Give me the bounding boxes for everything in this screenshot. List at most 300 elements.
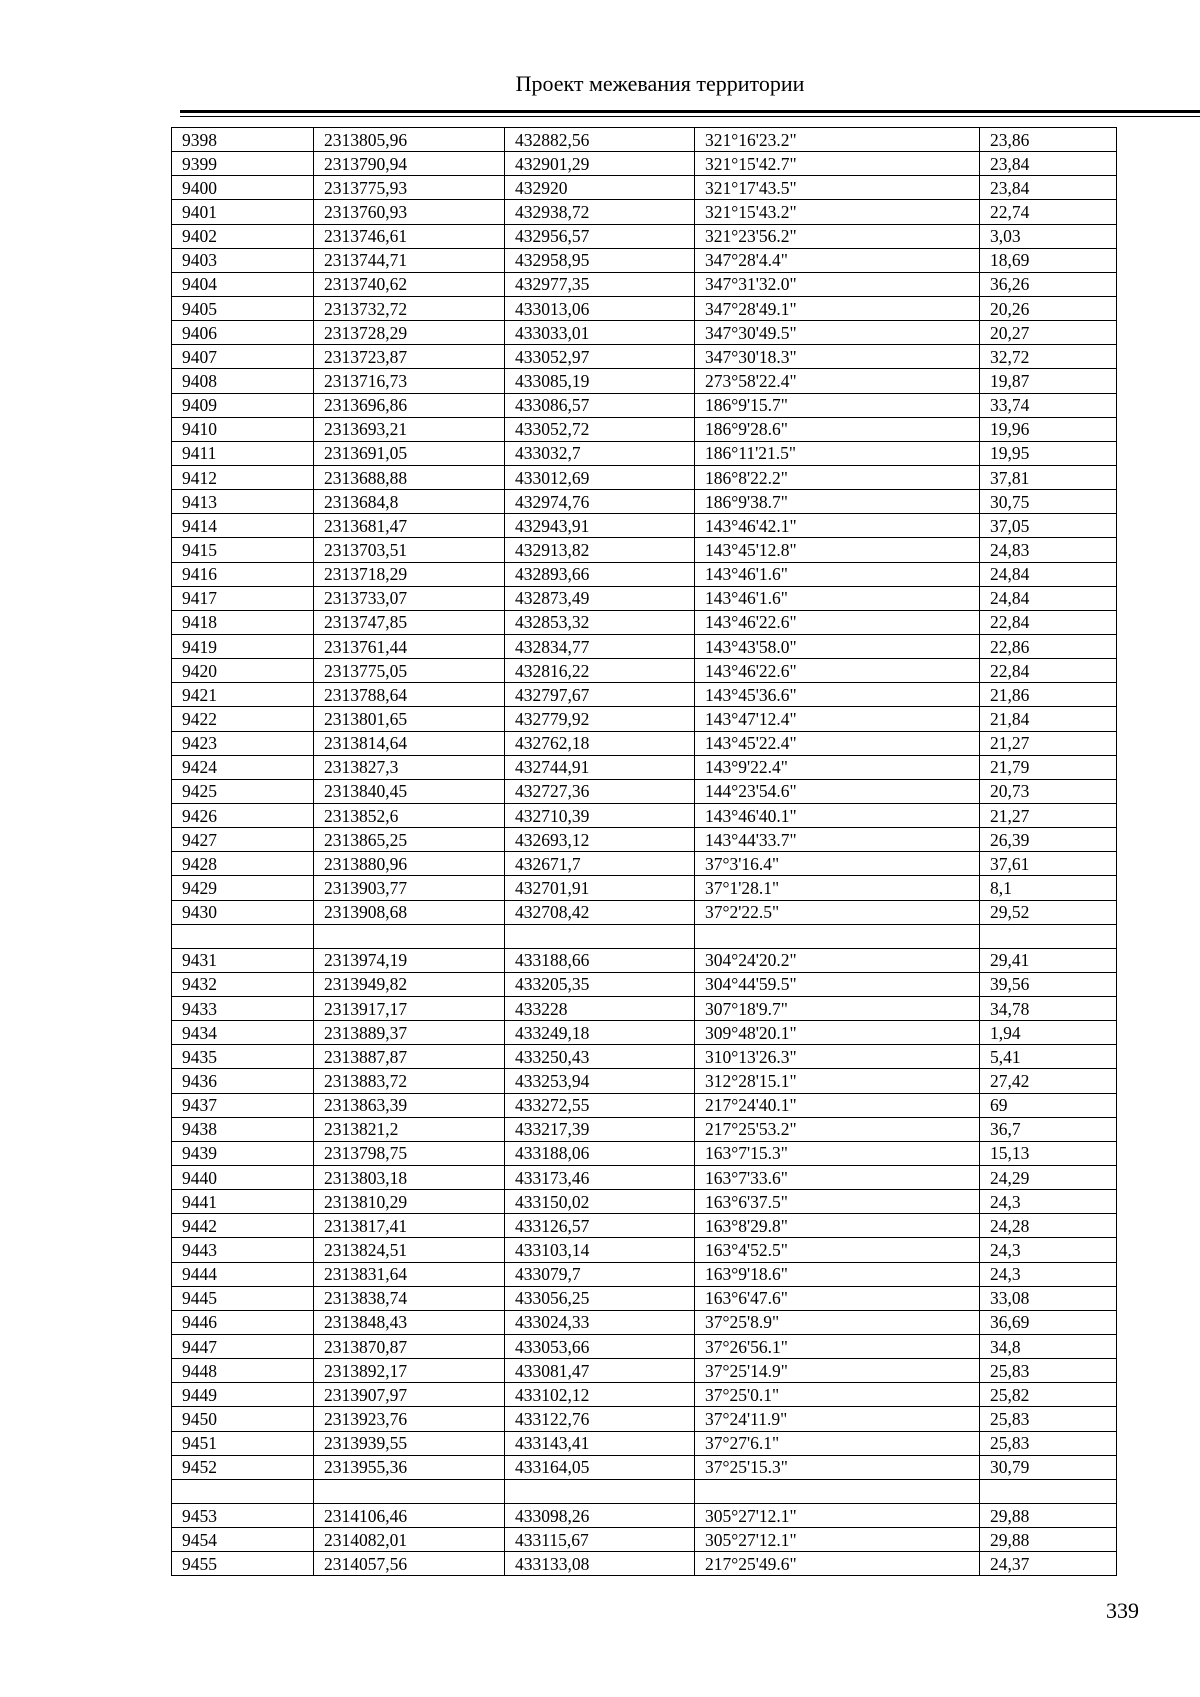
length-cell: 1,94 — [980, 1021, 1117, 1045]
direction-angle-cell: 144°23'54.6" — [695, 779, 980, 803]
length-cell: 5,41 — [980, 1045, 1117, 1069]
x-coordinate-cell: 2313840,45 — [314, 779, 505, 803]
point-number-cell: 9412 — [172, 465, 314, 489]
direction-angle-cell: 143°43'58.0" — [695, 634, 980, 658]
y-coordinate-cell: 432920 — [505, 176, 695, 200]
point-number-cell: 9398 — [172, 128, 314, 152]
direction-angle-cell: 304°24'20.2" — [695, 948, 980, 972]
x-coordinate-cell: 2313691,05 — [314, 441, 505, 465]
y-coordinate-cell: 433126,57 — [505, 1214, 695, 1238]
y-coordinate-cell: 432816,22 — [505, 659, 695, 683]
length-cell: 33,08 — [980, 1286, 1117, 1310]
table-row — [172, 1093, 1117, 1117]
point-number-cell: 9451 — [172, 1431, 314, 1455]
direction-angle-cell: 312°28'15.1" — [695, 1069, 980, 1093]
point-number-cell: 9421 — [172, 683, 314, 707]
length-cell: 22,86 — [980, 634, 1117, 658]
length-cell: 21,86 — [980, 683, 1117, 707]
direction-angle-cell: 321°15'42.7" — [695, 152, 980, 176]
length-cell: 24,29 — [980, 1166, 1117, 1190]
x-coordinate-cell: 2314057,56 — [314, 1552, 505, 1576]
y-coordinate-cell: 432727,36 — [505, 779, 695, 803]
length-cell: 20,26 — [980, 296, 1117, 320]
length-cell: 25,83 — [980, 1431, 1117, 1455]
direction-angle-cell: 304°44'59.5" — [695, 972, 980, 996]
table-row — [172, 345, 1117, 369]
point-number-cell: 9432 — [172, 972, 314, 996]
x-coordinate-cell: 2313821,2 — [314, 1117, 505, 1141]
direction-angle-cell: 347°31'32.0" — [695, 272, 980, 296]
table-row — [172, 900, 1117, 924]
table-row — [172, 1214, 1117, 1238]
point-number-cell: 9429 — [172, 876, 314, 900]
y-coordinate-cell: 432943,91 — [505, 514, 695, 538]
point-number-cell: 9455 — [172, 1552, 314, 1576]
point-number-cell: 9401 — [172, 200, 314, 224]
point-number-cell: 9415 — [172, 538, 314, 562]
direction-angle-cell: 37°24'11.9" — [695, 1407, 980, 1431]
length-cell: 24,3 — [980, 1190, 1117, 1214]
y-coordinate-cell: 433143,41 — [505, 1431, 695, 1455]
point-number-cell: 9433 — [172, 997, 314, 1021]
length-cell: 69 — [980, 1093, 1117, 1117]
table-row — [172, 634, 1117, 658]
length-cell: 36,69 — [980, 1310, 1117, 1334]
direction-angle-cell: 37°25'15.3" — [695, 1455, 980, 1479]
direction-angle-cell: 37°25'8.9" — [695, 1310, 980, 1334]
length-cell: 34,78 — [980, 997, 1117, 1021]
direction-angle-cell: 163°4'52.5" — [695, 1238, 980, 1262]
length-cell: 21,79 — [980, 755, 1117, 779]
x-coordinate-cell: 2313803,18 — [314, 1166, 505, 1190]
x-coordinate-cell: 2313889,37 — [314, 1021, 505, 1045]
point-number-cell: 9440 — [172, 1166, 314, 1190]
length-cell: 22,84 — [980, 659, 1117, 683]
table-row — [172, 1069, 1117, 1093]
point-number-cell: 9454 — [172, 1528, 314, 1552]
table-row — [172, 1528, 1117, 1552]
length-cell: 37,81 — [980, 465, 1117, 489]
y-coordinate-cell: 432797,67 — [505, 683, 695, 707]
direction-angle-cell: 143°45'12.8" — [695, 538, 980, 562]
y-coordinate-cell: 433098,26 — [505, 1504, 695, 1528]
point-number-cell — [172, 1479, 314, 1503]
table-row — [172, 1359, 1117, 1383]
table-row — [172, 1455, 1117, 1479]
table-row — [172, 128, 1117, 152]
y-coordinate-cell: 433188,66 — [505, 948, 695, 972]
y-coordinate-cell: 432744,91 — [505, 755, 695, 779]
point-number-cell: 9417 — [172, 586, 314, 610]
direction-angle-cell: 347°30'49.5" — [695, 321, 980, 345]
point-number-cell: 9452 — [172, 1455, 314, 1479]
point-number-cell: 9418 — [172, 610, 314, 634]
direction-angle-cell: 163°8'29.8" — [695, 1214, 980, 1238]
table-row — [172, 1504, 1117, 1528]
length-cell: 25,83 — [980, 1359, 1117, 1383]
length-cell: 29,88 — [980, 1504, 1117, 1528]
y-coordinate-cell: 433052,72 — [505, 417, 695, 441]
direction-angle-cell: 37°3'16.4" — [695, 852, 980, 876]
y-coordinate-cell: 433253,94 — [505, 1069, 695, 1093]
table-row — [172, 852, 1117, 876]
y-coordinate-cell: 433013,06 — [505, 296, 695, 320]
direction-angle-cell: 321°15'43.2" — [695, 200, 980, 224]
direction-angle-cell: 143°46'22.6" — [695, 610, 980, 634]
x-coordinate-cell: 2313907,97 — [314, 1383, 505, 1407]
point-number-cell: 9399 — [172, 152, 314, 176]
x-coordinate-cell: 2314082,01 — [314, 1528, 505, 1552]
x-coordinate-cell: 2313863,39 — [314, 1093, 505, 1117]
length-cell: 24,28 — [980, 1214, 1117, 1238]
length-cell: 18,69 — [980, 248, 1117, 272]
table-row — [172, 224, 1117, 248]
point-number-cell: 9435 — [172, 1045, 314, 1069]
point-number-cell: 9413 — [172, 490, 314, 514]
length-cell: 37,61 — [980, 852, 1117, 876]
y-coordinate-cell: 432974,76 — [505, 490, 695, 514]
table-row — [172, 1479, 1117, 1503]
length-cell: 21,27 — [980, 803, 1117, 827]
x-coordinate-cell: 2313949,82 — [314, 972, 505, 996]
direction-angle-cell: 163°9'18.6" — [695, 1262, 980, 1286]
x-coordinate-cell: 2313974,19 — [314, 948, 505, 972]
coordinates-table-body — [172, 128, 1117, 1576]
length-cell: 21,84 — [980, 707, 1117, 731]
length-cell: 24,3 — [980, 1262, 1117, 1286]
table-row — [172, 176, 1117, 200]
direction-angle-cell: 163°7'15.3" — [695, 1141, 980, 1165]
direction-angle-cell: 309°48'20.1" — [695, 1021, 980, 1045]
direction-angle-cell: 163°6'37.5" — [695, 1190, 980, 1214]
table-row — [172, 828, 1117, 852]
direction-angle-cell: 143°47'12.4" — [695, 707, 980, 731]
x-coordinate-cell — [314, 924, 505, 948]
direction-angle-cell: 163°7'33.6" — [695, 1166, 980, 1190]
y-coordinate-cell: 432977,35 — [505, 272, 695, 296]
point-number-cell: 9439 — [172, 1141, 314, 1165]
x-coordinate-cell: 2313870,87 — [314, 1335, 505, 1359]
table-row — [172, 490, 1117, 514]
x-coordinate-cell: 2313718,29 — [314, 562, 505, 586]
length-cell: 29,41 — [980, 948, 1117, 972]
y-coordinate-cell: 433024,33 — [505, 1310, 695, 1334]
x-coordinate-cell: 2313892,17 — [314, 1359, 505, 1383]
length-cell: 23,86 — [980, 128, 1117, 152]
length-cell: 19,95 — [980, 441, 1117, 465]
direction-angle-cell: 186°9'28.6" — [695, 417, 980, 441]
y-coordinate-cell: 433032,7 — [505, 441, 695, 465]
y-coordinate-cell: 432882,56 — [505, 128, 695, 152]
point-number-cell: 9407 — [172, 345, 314, 369]
table-row — [172, 707, 1117, 731]
length-cell — [980, 1479, 1117, 1503]
point-number-cell: 9422 — [172, 707, 314, 731]
y-coordinate-cell: 433272,55 — [505, 1093, 695, 1117]
x-coordinate-cell: 2313798,75 — [314, 1141, 505, 1165]
x-coordinate-cell: 2313831,64 — [314, 1262, 505, 1286]
table-row — [172, 152, 1117, 176]
point-number-cell: 9408 — [172, 369, 314, 393]
table-row — [172, 200, 1117, 224]
x-coordinate-cell: 2313775,93 — [314, 176, 505, 200]
direction-angle-cell: 217°25'49.6" — [695, 1552, 980, 1576]
point-number-cell: 9453 — [172, 1504, 314, 1528]
point-number-cell: 9438 — [172, 1117, 314, 1141]
point-number-cell: 9423 — [172, 731, 314, 755]
point-number-cell: 9446 — [172, 1310, 314, 1334]
x-coordinate-cell: 2313801,65 — [314, 707, 505, 731]
y-coordinate-cell: 432779,92 — [505, 707, 695, 731]
length-cell: 24,37 — [980, 1552, 1117, 1576]
y-coordinate-cell: 432834,77 — [505, 634, 695, 658]
table-row — [172, 417, 1117, 441]
direction-angle-cell: 347°28'4.4" — [695, 248, 980, 272]
point-number-cell: 9426 — [172, 803, 314, 827]
point-number-cell: 9414 — [172, 514, 314, 538]
x-coordinate-cell: 2313817,41 — [314, 1214, 505, 1238]
point-number-cell: 9445 — [172, 1286, 314, 1310]
direction-angle-cell: 305°27'12.1" — [695, 1528, 980, 1552]
table-row — [172, 948, 1117, 972]
coordinates-table — [171, 127, 1117, 1576]
length-cell: 22,84 — [980, 610, 1117, 634]
table-row — [172, 1238, 1117, 1262]
table-row — [172, 369, 1117, 393]
x-coordinate-cell: 2313955,36 — [314, 1455, 505, 1479]
x-coordinate-cell: 2313810,29 — [314, 1190, 505, 1214]
table-row — [172, 1262, 1117, 1286]
direction-angle-cell: 321°16'23.2" — [695, 128, 980, 152]
table-row — [172, 1310, 1117, 1334]
point-number-cell: 9442 — [172, 1214, 314, 1238]
point-number-cell: 9419 — [172, 634, 314, 658]
x-coordinate-cell: 2313805,96 — [314, 128, 505, 152]
y-coordinate-cell: 433102,12 — [505, 1383, 695, 1407]
length-cell: 3,03 — [980, 224, 1117, 248]
point-number-cell: 9403 — [172, 248, 314, 272]
length-cell: 24,3 — [980, 1238, 1117, 1262]
point-number-cell: 9430 — [172, 900, 314, 924]
x-coordinate-cell: 2313681,47 — [314, 514, 505, 538]
direction-angle-cell: 143°46'40.1" — [695, 803, 980, 827]
length-cell: 36,26 — [980, 272, 1117, 296]
length-cell: 29,88 — [980, 1528, 1117, 1552]
table-row — [172, 1021, 1117, 1045]
table-row — [172, 1407, 1117, 1431]
x-coordinate-cell: 2313814,64 — [314, 731, 505, 755]
y-coordinate-cell: 432762,18 — [505, 731, 695, 755]
table-row — [172, 803, 1117, 827]
direction-angle-cell: 143°46'22.6" — [695, 659, 980, 683]
y-coordinate-cell: 433250,43 — [505, 1045, 695, 1069]
y-coordinate-cell: 432901,29 — [505, 152, 695, 176]
table-row — [172, 272, 1117, 296]
point-number-cell: 9443 — [172, 1238, 314, 1262]
length-cell: 21,27 — [980, 731, 1117, 755]
direction-angle-cell: 143°46'1.6" — [695, 562, 980, 586]
length-cell: 37,05 — [980, 514, 1117, 538]
table-row — [172, 562, 1117, 586]
length-cell: 39,56 — [980, 972, 1117, 996]
x-coordinate-cell: 2313824,51 — [314, 1238, 505, 1262]
y-coordinate-cell: 433205,35 — [505, 972, 695, 996]
x-coordinate-cell — [314, 1479, 505, 1503]
x-coordinate-cell: 2313703,51 — [314, 538, 505, 562]
y-coordinate-cell — [505, 1479, 695, 1503]
y-coordinate-cell: 432701,91 — [505, 876, 695, 900]
table-row — [172, 248, 1117, 272]
point-number-cell: 9424 — [172, 755, 314, 779]
direction-angle-cell — [695, 1479, 980, 1503]
point-number-cell: 9444 — [172, 1262, 314, 1286]
x-coordinate-cell: 2313728,29 — [314, 321, 505, 345]
table-row — [172, 296, 1117, 320]
point-number-cell: 9448 — [172, 1359, 314, 1383]
x-coordinate-cell: 2313732,72 — [314, 296, 505, 320]
table-row — [172, 393, 1117, 417]
y-coordinate-cell: 432956,57 — [505, 224, 695, 248]
direction-angle-cell: 217°25'53.2" — [695, 1117, 980, 1141]
direction-angle-cell: 186°8'22.2" — [695, 465, 980, 489]
y-coordinate-cell: 432958,95 — [505, 248, 695, 272]
table-row — [172, 1286, 1117, 1310]
x-coordinate-cell: 2313723,87 — [314, 345, 505, 369]
point-number-cell: 9447 — [172, 1335, 314, 1359]
table-row — [172, 1383, 1117, 1407]
table-row — [172, 731, 1117, 755]
x-coordinate-cell: 2313746,61 — [314, 224, 505, 248]
direction-angle-cell: 37°25'14.9" — [695, 1359, 980, 1383]
x-coordinate-cell: 2313887,87 — [314, 1045, 505, 1069]
x-coordinate-cell: 2313747,85 — [314, 610, 505, 634]
x-coordinate-cell: 2313744,71 — [314, 248, 505, 272]
header-rule-thin — [180, 116, 1200, 117]
direction-angle-cell: 143°45'22.4" — [695, 731, 980, 755]
length-cell: 27,42 — [980, 1069, 1117, 1093]
x-coordinate-cell: 2313740,62 — [314, 272, 505, 296]
direction-angle-cell: 143°9'22.4" — [695, 755, 980, 779]
length-cell: 24,83 — [980, 538, 1117, 562]
x-coordinate-cell: 2313880,96 — [314, 852, 505, 876]
point-number-cell: 9450 — [172, 1407, 314, 1431]
y-coordinate-cell: 432693,12 — [505, 828, 695, 852]
length-cell: 20,73 — [980, 779, 1117, 803]
table-row — [172, 755, 1117, 779]
direction-angle-cell: 37°25'0.1" — [695, 1383, 980, 1407]
x-coordinate-cell: 2313903,77 — [314, 876, 505, 900]
x-coordinate-cell: 2313696,86 — [314, 393, 505, 417]
length-cell: 30,79 — [980, 1455, 1117, 1479]
point-number-cell: 9411 — [172, 441, 314, 465]
length-cell: 29,52 — [980, 900, 1117, 924]
x-coordinate-cell: 2313761,44 — [314, 634, 505, 658]
y-coordinate-cell: 433081,47 — [505, 1359, 695, 1383]
point-number-cell: 9434 — [172, 1021, 314, 1045]
length-cell: 34,8 — [980, 1335, 1117, 1359]
direction-angle-cell: 143°46'1.6" — [695, 586, 980, 610]
length-cell: 25,82 — [980, 1383, 1117, 1407]
x-coordinate-cell: 2313788,64 — [314, 683, 505, 707]
length-cell: 23,84 — [980, 152, 1117, 176]
length-cell: 8,1 — [980, 876, 1117, 900]
table-row — [172, 1552, 1117, 1576]
x-coordinate-cell: 2313827,3 — [314, 755, 505, 779]
table-row — [172, 321, 1117, 345]
direction-angle-cell: 143°44'33.7" — [695, 828, 980, 852]
y-coordinate-cell: 433052,97 — [505, 345, 695, 369]
direction-angle-cell: 186°9'15.7" — [695, 393, 980, 417]
length-cell: 22,74 — [980, 200, 1117, 224]
x-coordinate-cell: 2313684,8 — [314, 490, 505, 514]
y-coordinate-cell: 433122,76 — [505, 1407, 695, 1431]
length-cell: 24,84 — [980, 586, 1117, 610]
point-number-cell: 9428 — [172, 852, 314, 876]
point-number-cell: 9449 — [172, 1383, 314, 1407]
x-coordinate-cell: 2314106,46 — [314, 1504, 505, 1528]
point-number-cell: 9406 — [172, 321, 314, 345]
x-coordinate-cell: 2313917,17 — [314, 997, 505, 1021]
point-number-cell: 9437 — [172, 1093, 314, 1117]
x-coordinate-cell: 2313923,76 — [314, 1407, 505, 1431]
y-coordinate-cell: 433173,46 — [505, 1166, 695, 1190]
y-coordinate-cell: 433033,01 — [505, 321, 695, 345]
x-coordinate-cell: 2313838,74 — [314, 1286, 505, 1310]
point-number-cell: 9425 — [172, 779, 314, 803]
table-row — [172, 997, 1117, 1021]
direction-angle-cell: 347°28'49.1" — [695, 296, 980, 320]
x-coordinate-cell: 2313908,68 — [314, 900, 505, 924]
table-row — [172, 514, 1117, 538]
point-number-cell: 9400 — [172, 176, 314, 200]
length-cell: 24,84 — [980, 562, 1117, 586]
point-number-cell: 9409 — [172, 393, 314, 417]
x-coordinate-cell: 2313693,21 — [314, 417, 505, 441]
y-coordinate-cell: 433086,57 — [505, 393, 695, 417]
direction-angle-cell: 163°6'47.6" — [695, 1286, 980, 1310]
point-number-cell: 9427 — [172, 828, 314, 852]
point-number-cell: 9416 — [172, 562, 314, 586]
table-row — [172, 465, 1117, 489]
table-row — [172, 972, 1117, 996]
y-coordinate-cell: 433079,7 — [505, 1262, 695, 1286]
length-cell — [980, 924, 1117, 948]
x-coordinate-cell: 2313775,05 — [314, 659, 505, 683]
table-row — [172, 659, 1117, 683]
x-coordinate-cell: 2313790,94 — [314, 152, 505, 176]
y-coordinate-cell: 432938,72 — [505, 200, 695, 224]
y-coordinate-cell: 433056,25 — [505, 1286, 695, 1310]
point-number-cell: 9402 — [172, 224, 314, 248]
x-coordinate-cell: 2313688,88 — [314, 465, 505, 489]
table-row — [172, 586, 1117, 610]
length-cell: 19,96 — [980, 417, 1117, 441]
direction-angle-cell: 310°13'26.3" — [695, 1045, 980, 1069]
x-coordinate-cell: 2313852,6 — [314, 803, 505, 827]
point-number-cell: 9436 — [172, 1069, 314, 1093]
x-coordinate-cell: 2313883,72 — [314, 1069, 505, 1093]
direction-angle-cell: 321°23'56.2" — [695, 224, 980, 248]
table-row — [172, 538, 1117, 562]
y-coordinate-cell: 433103,14 — [505, 1238, 695, 1262]
y-coordinate-cell: 433217,39 — [505, 1117, 695, 1141]
direction-angle-cell: 143°46'42.1" — [695, 514, 980, 538]
table-row — [172, 441, 1117, 465]
page-number: 339 — [1106, 1598, 1139, 1623]
y-coordinate-cell: 432853,32 — [505, 610, 695, 634]
point-number-cell: 9441 — [172, 1190, 314, 1214]
x-coordinate-cell: 2313848,43 — [314, 1310, 505, 1334]
